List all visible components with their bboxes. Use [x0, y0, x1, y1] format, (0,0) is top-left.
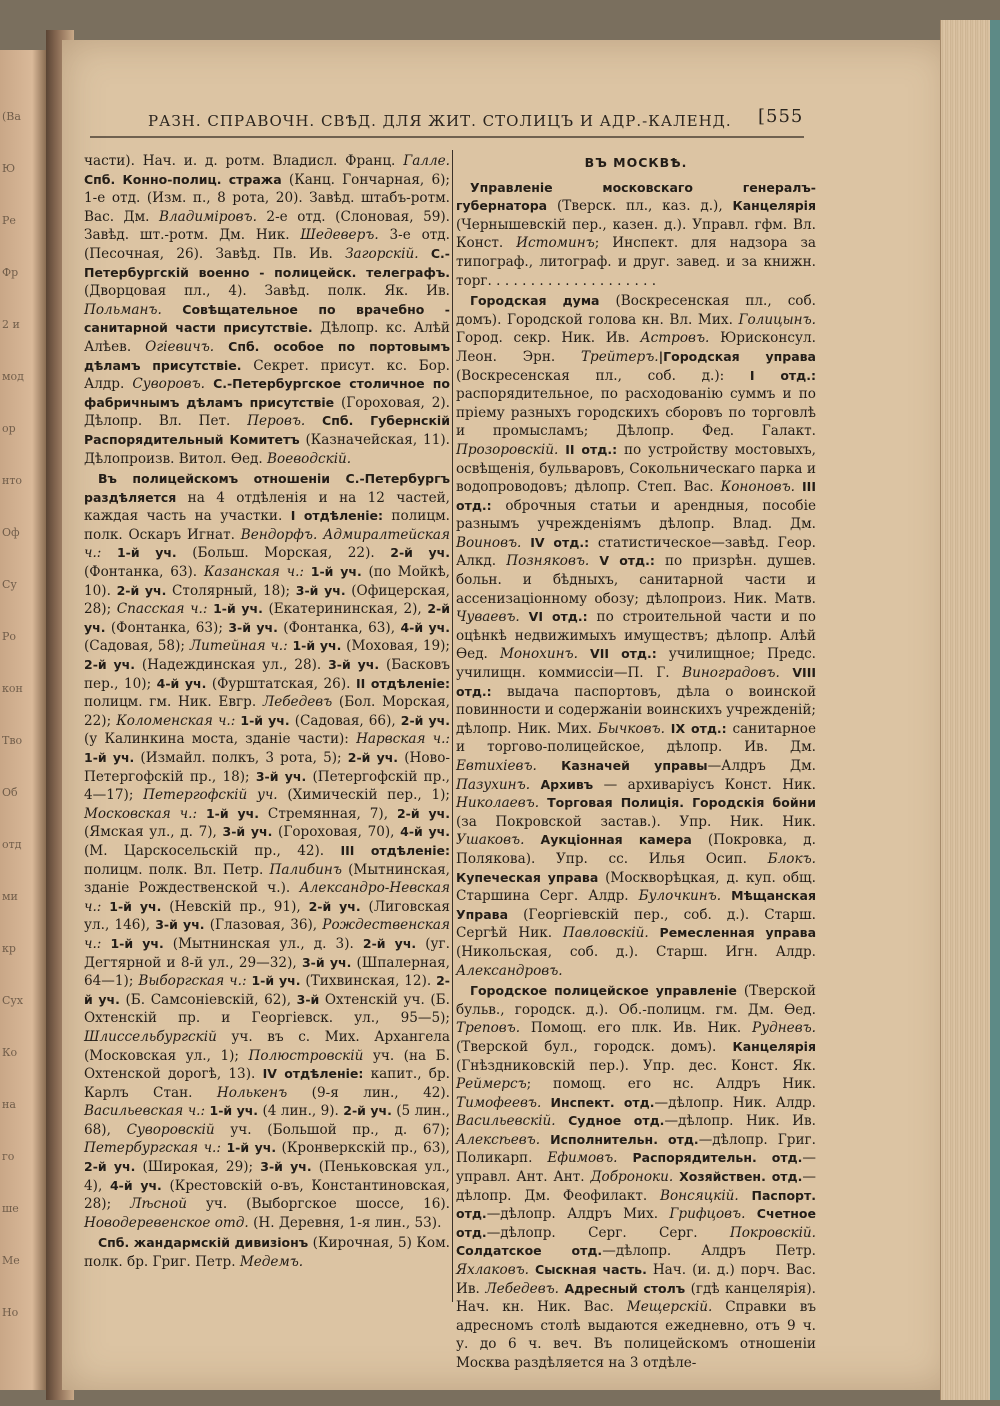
proper-name: Блокъ. — [767, 850, 816, 867]
entry-text: (Садовая, 58); — [84, 638, 190, 655]
proper-name: Чуваевъ. — [456, 609, 520, 626]
entry-heading: IV отдѣленіе: — [262, 1066, 364, 1082]
proper-name: Рождественская ч.: — [84, 917, 450, 952]
entry-text: Дѣлопр. кс. Алѣй Алѣев. — [84, 320, 450, 355]
entry-heading: Городская дума — [470, 293, 600, 309]
entry-heading: 1-й уч. — [207, 601, 263, 617]
entry-heading: 3-й уч. — [301, 954, 352, 970]
entry-text: (Измайл. полкъ, 3 рота, 5); — [134, 750, 348, 766]
entry-text: выдача паспортовъ, дѣла о воинской повинности и содержаніи воинскихъ учрежденій; дѣлопр. Ник. Мих. — [456, 683, 816, 737]
entry-heading: Управленіе московскаго генералъ-губернатора — [456, 179, 816, 214]
entry-text: по призрѣн. душев. больн. и бѣдныхъ, санитарной части и ассенизаціонному обозу; дѣлопроиз. Ник. Матв. — [456, 553, 816, 607]
facing-page-fragment: Су — [2, 578, 17, 591]
entry-text: (Пеньковская ул., 4), — [84, 1159, 450, 1194]
entry-heading: 1-й уч. — [101, 898, 162, 914]
proper-name: Кононовъ. — [720, 479, 795, 496]
entry-heading: 4-й уч. — [156, 675, 207, 691]
entry-text: (9-я лин., 42). — [287, 1084, 450, 1101]
entry-heading: 1-й уч. — [197, 805, 260, 821]
facing-page-fragment: нто — [2, 474, 23, 487]
entry-text: (Никольская, соб. д.). Старш. Игн. Алдр. — [456, 943, 816, 960]
entry-text: (гдѣ канцелярія). Нач. кн. Ник. Вас. — [456, 1280, 816, 1316]
entry-heading: III отдѣленіе: — [340, 842, 450, 858]
proper-name: Николаевъ. — [456, 795, 540, 812]
entry-heading: 2-й уч. — [362, 935, 417, 951]
entry-text: (Ново-Петергофскій пр., 18); — [84, 750, 450, 785]
proper-name: Грифцовъ. — [669, 1206, 746, 1223]
facing-page-fragment: ше — [2, 1202, 19, 1215]
entry-heading: 1-й уч. — [101, 545, 177, 561]
proper-name: Ефимовъ. — [547, 1150, 618, 1167]
proper-name: Реймерсъ — [456, 1076, 527, 1093]
facing-page-fragment: Ре — [2, 214, 16, 227]
proper-name: Московская ч.: — [84, 805, 198, 822]
entry-heading: Исполнительн. отд. — [540, 1131, 699, 1147]
proper-name: Евтихіевъ. — [456, 758, 537, 774]
running-title: РАЗН. СПРАВОЧН. СВѢД. ДЛЯ ЖИТ. СТОЛИЦЪ И АДР.-КАЛЕНД. — [148, 112, 732, 130]
entry-text: оброчныя статьи и арендныя, пособіе разнымъ учрежденіямъ дѣлопр. Влад. Дм. — [456, 497, 816, 533]
entry-text: (Георгіевскій пер., соб. д.). Старш. Сергѣй Ник. — [456, 906, 816, 942]
proper-name: Петергофскій уч. — [143, 787, 278, 804]
entry-text: (Офицерская, 28); — [84, 582, 451, 618]
proper-name: Алексѣевъ. — [456, 1131, 541, 1148]
entry-text: по устройству мостовыхъ, освѣщенія, бульваровъ, Сокольническаго парка и водопроводовъ; дѣлопр. Степ. Вас. — [456, 441, 816, 496]
entry-text: —дѣлопр. Серг. Серг. — [486, 1224, 730, 1241]
proper-name: Вонсяцкій. — [659, 1187, 739, 1204]
facing-page-fragment: ми — [2, 890, 18, 903]
entry-text: полицм. полк. Оскаръ Игнат. — [84, 508, 450, 543]
proper-name: Огіевичъ. — [145, 338, 215, 355]
proper-name: Польманъ. — [84, 301, 162, 318]
entry-text: —управл. Ант. Ант. — [456, 1150, 816, 1186]
facing-page-fragment: на — [2, 1098, 16, 1111]
entry-text: уч. (Выборгское шоссе, 16). — [186, 1196, 450, 1213]
proper-name: Воеводскій. — [267, 450, 352, 467]
entry-text: (Тихвинская, 12). — [300, 973, 437, 990]
entry-text: (Б. Самсоніевскій, 62), — [119, 991, 297, 1008]
left-column — [84, 152, 450, 1302]
entry-heading: VII отд.: — [577, 646, 657, 662]
entry-text: распорядительное, по расходованію суммъ и по пріему разныхъ городскихъ сборовъ по торговлѣ и промысламъ; Дѣлопр. Фед. Галакт. — [456, 386, 816, 440]
proper-name: Васильевскій. — [456, 1113, 556, 1130]
proper-name: Петербургская ч.: — [84, 1140, 221, 1157]
proper-name: Мещерскій. — [626, 1299, 713, 1316]
entry-text: полицм. гм. Ник. Евгр. — [84, 694, 263, 711]
entry-text: (Надеждинская ул., 28). — [135, 657, 329, 674]
column-divider — [452, 150, 453, 1302]
proper-name: Монохинъ. — [499, 646, 578, 663]
entry-heading: Распорядительн. отд. — [617, 1150, 803, 1166]
proper-name: Загорскій. — [345, 245, 419, 262]
entry-text: уч. (на Б. Охтенской дорогѣ, 13). — [84, 1047, 450, 1083]
entry-heading: 4-й уч. — [400, 619, 450, 635]
facing-page-fragment: Тво — [2, 734, 23, 747]
entry-text: (4 лин., 9). — [258, 1103, 344, 1120]
entry-text: (Кронверкскій пр., 63), — [276, 1140, 450, 1157]
entry-heading: 3-й уч. — [155, 917, 205, 933]
entry-heading: IV отд.: — [521, 534, 590, 550]
entry-text: (Тверской бул., городск. домъ). — [456, 1038, 733, 1055]
facing-page-fragment: Оф — [2, 526, 20, 539]
entry-text: (Тверск. пл., каз. д.), — [547, 198, 733, 215]
entry-text: Юрисконсул. Леон. Эрн. — [456, 330, 816, 365]
entry-heading: V отд.: — [589, 553, 655, 569]
proper-name: Владиміровъ. — [159, 208, 257, 225]
paragraph — [84, 470, 450, 1232]
facing-page-fragment: кон — [2, 682, 23, 695]
entry-heading: Спб. особое по портовымъ дѣламъ присутствіе. — [84, 338, 450, 373]
entry-heading: 1-й уч. — [84, 750, 135, 765]
proper-name: Яхлаковъ. — [456, 1262, 530, 1279]
entry-heading: I отдѣленіе: — [290, 508, 383, 524]
entry-text: (Лиговская ул., 146), — [84, 898, 450, 934]
entry-text: (Казначейская, 11). Дѣлопроизв. Витол. Ѳед. — [84, 431, 450, 467]
right-column-body — [456, 179, 816, 1373]
entry-text: (у Калинкина моста, зданіе части): — [84, 731, 357, 748]
proper-name: Нолькенъ — [216, 1084, 288, 1101]
section-title: ВЪ МОСКВѢ. — [584, 155, 688, 170]
entry-text: (Крестовскій о-въ, Константиновская, 28); — [84, 1177, 450, 1213]
entry-text: (5 лин., 68), — [84, 1103, 450, 1138]
entry-heading: 1-й уч. — [246, 973, 301, 989]
entry-text: (Чернышевскій пер., казен. д.). Управл. гфм. Вл. Конст. — [456, 216, 816, 252]
entry-text: (Петергофскій пр., 4—17); — [84, 768, 450, 804]
entry-text: Город. секр. Ник. Ив. — [456, 330, 641, 347]
entry-text: по строительной части и по оцѣнкѣ недвижимыхъ имуществъ; дѣлопр. Алѣй Ѳед. — [456, 609, 816, 663]
entry-text: ; Инспект. для надзора за типограф., литограф. и друг. завед. и за книжн. торг. . . . . . . . . . . . . . . . . . . . — [456, 235, 816, 289]
entry-heading: Торговая Полиція. Городскія бойни — [539, 795, 816, 811]
entry-text: —дѣлопр. Григ. Поликарп. — [456, 1131, 816, 1167]
proper-name: Пазухинъ. — [456, 776, 531, 793]
proper-name: Воиновъ. — [456, 534, 522, 551]
entry-heading: 2-й уч. — [396, 805, 450, 821]
proper-name: Рудневъ. — [752, 1020, 816, 1037]
entry-heading: 3-й уч. — [255, 768, 307, 784]
entry-text: капит., бр. Карлъ Стан. — [84, 1066, 450, 1101]
entry-heading: С.-Петербургскій военно - полицейск. телеграфъ. — [84, 245, 450, 280]
entry-text: (Невскій пр., 91), — [161, 898, 309, 915]
entry-heading: Канцелярія — [732, 1038, 816, 1054]
entry-text: (М. Царскосельскій пр., 42). — [84, 842, 341, 859]
entry-text: 2-е отд. (Слоновая, 59). Завѣд. шт.-ротм. Дм. Ник. — [84, 208, 450, 244]
cover-edge — [990, 20, 1000, 1400]
proper-name: Перовъ. — [247, 413, 306, 430]
proper-name: Литейная ч.: — [189, 638, 288, 655]
entry-text: (Гороховая, 2). Дѣлопр. Вл. Пет. — [84, 394, 450, 430]
entry-heading: 1-й уч. — [303, 564, 362, 580]
entry-text: (Фурштатская, 26). — [206, 675, 356, 692]
entry-heading: III отд.: — [456, 479, 816, 513]
entry-heading: Паспорт. отд. — [456, 1187, 817, 1222]
entry-text: (за Покровской застав.). Упр. Ник. Ник. — [456, 813, 816, 830]
proper-name: Лѣсной — [130, 1196, 187, 1213]
entry-heading: Спб. жандармскій дивизіонъ — [98, 1235, 309, 1251]
facing-page-fragment: Но — [2, 1306, 19, 1319]
entry-text: (Фонтанка, 63), — [277, 619, 401, 636]
proper-name: Васильевская ч.: — [84, 1103, 206, 1120]
entry-text: (Тверской бульв., городск. д.). Об.-полицм. гм. Дм. Ѳед. — [456, 983, 816, 1018]
entry-text: (Химическій пер., 1); — [277, 787, 450, 804]
entry-heading: 2-й уч. — [84, 657, 136, 673]
entry-text: (Шпалерная, 64—1); — [84, 954, 450, 990]
entry-heading: 3-й уч. — [260, 1159, 312, 1175]
entry-heading: 1-й уч. — [205, 1103, 259, 1119]
entry-text: (Бол. Морская, 22); — [84, 694, 450, 729]
entry-heading: Мѣщанская Управа — [456, 888, 817, 922]
entry-heading: II отдѣленіе: — [355, 675, 450, 691]
facing-page-fragment: Ко — [2, 1046, 18, 1059]
facing-page-edge — [0, 50, 46, 1390]
entry-text: (Гороховая, 70), — [272, 824, 401, 841]
proper-name: Покровскій. — [729, 1224, 816, 1241]
entry-heading: 2-й уч. — [84, 601, 451, 635]
entry-heading: |Городская управа — [658, 348, 816, 364]
paragraph — [84, 1234, 450, 1271]
entry-heading: 4-й уч. — [400, 824, 450, 840]
entry-text: —дѣлопр. Алдръ Мих. — [486, 1206, 670, 1223]
proper-name: Бычковъ. — [597, 720, 665, 737]
entry-heading: 1-й уч. — [101, 935, 164, 951]
entry-heading: Казначей управы — [536, 758, 708, 773]
proper-name: Треповъ. — [456, 1020, 521, 1037]
facing-page-fragment: Фр — [2, 266, 19, 279]
right-column — [456, 152, 817, 1371]
entry-heading: Купеческая управа — [456, 869, 599, 885]
entry-heading: Судное отд. — [555, 1113, 665, 1129]
proper-name: Доброноки. — [590, 1169, 674, 1186]
facing-page-fragment: го — [2, 1150, 15, 1163]
entry-text: (Воскресенская пл., соб. домъ). Городской голова кн. Вл. Мих. — [456, 293, 816, 328]
proper-name: Булочкинъ. — [638, 888, 722, 905]
entry-heading: Солдатское отд. — [456, 1243, 603, 1259]
entry-text: (Гнѣздниковскій пер.). Упр. дес. Конст. Як. — [456, 1057, 816, 1074]
entry-heading: 3-й уч. — [295, 582, 346, 598]
entry-text: Нач. (и. д.) порч. Вас. Ив. — [456, 1262, 816, 1297]
entry-heading: 3-й уч. — [328, 657, 380, 673]
proper-name: Позняковъ. — [506, 553, 590, 570]
entry-heading: 2-й уч. — [116, 582, 167, 598]
facing-page-fragment: ор — [2, 422, 16, 435]
entry-text: —дѣлопр. Ник. Ив. — [664, 1113, 816, 1130]
entry-text: уч. въ с. Мих. Архангела (Московская ул., 1); — [84, 1028, 450, 1064]
entry-heading: 2-й уч. — [308, 898, 361, 914]
entry-text: (Больш. Морская, 22). — [176, 545, 391, 562]
proper-name: Александро-Невская ч.: — [84, 880, 450, 915]
entry-heading: 3-й уч. — [222, 824, 273, 840]
entry-text: (Глазовая, 36), — [204, 917, 323, 934]
proper-name: Астровъ. — [640, 330, 710, 347]
entry-text: (Ямская ул., д. 7), — [84, 824, 223, 841]
facing-page-fragment: отд — [2, 838, 22, 851]
entry-text: Охтенскій уч. (Б. Охтенскій пр. и Георгіевск. ул., 95—5); — [84, 991, 450, 1027]
facing-page-fragment: Ро — [2, 630, 17, 643]
entry-text: Столярный, 18); — [166, 582, 296, 599]
facing-page-fragment: Ю — [2, 162, 16, 175]
proper-name: Суворовъ. — [132, 376, 205, 393]
entry-heading: Архивъ — [530, 776, 594, 792]
facing-page-fragment: кр — [2, 942, 16, 955]
entry-heading: Канцелярія — [732, 198, 816, 214]
paragraph — [456, 179, 816, 291]
entry-text: —дѣлопр. Ник. Алдр. — [654, 1094, 816, 1111]
entry-text: (Воскресенская пл., соб. д.): — [456, 367, 750, 384]
entry-text: (Мытнинская ул., д. 3). — [163, 935, 363, 952]
entry-heading: Въ полицейскомъ отношеніи С.-Петербургъ раздѣляется — [84, 471, 450, 505]
entry-heading: 1-й уч. — [287, 638, 342, 654]
entry-text: (по Мойкѣ, 10). — [84, 564, 450, 599]
entry-text: (Садовая, 66), — [289, 712, 401, 729]
proper-name: Голицынъ. — [738, 311, 816, 328]
proper-name: Павловскій. — [562, 925, 649, 942]
entry-heading: VI отд.: — [519, 609, 588, 625]
entry-heading: 1-й уч. — [235, 712, 290, 728]
entry-text: (Кирочная, 5) Ком. полк. бр. Григ. Петр. — [84, 1235, 450, 1271]
entry-text: (Дворцовая пл., 4). Завѣд. полк. Як. Ив. — [84, 283, 450, 300]
entry-heading: Аукціонная камера — [524, 832, 692, 848]
entry-text: (Мытнинская, зданіе Рождественской ч.). — [84, 861, 450, 897]
entry-heading: Совѣщательное по врачебно - санитарной части присутствіе. — [84, 301, 450, 336]
proper-name: Лебедевъ — [262, 694, 333, 711]
facing-page-fragment: Сух — [2, 994, 24, 1007]
entry-heading: IX отд.: — [664, 720, 727, 736]
proper-name: Коломенская ч.: — [116, 712, 236, 729]
entry-text: на 4 отдѣленія и на 12 частей, каждая часть на участки. — [84, 489, 450, 525]
proper-name: Александровъ. — [456, 962, 563, 979]
paragraph — [84, 152, 450, 468]
entry-text: санитарное и торгово-полицейское, дѣлопр. Ив. Дм. — [456, 720, 816, 756]
entry-text: уч. (Большой пр., д. 67); — [214, 1121, 450, 1138]
proper-name: Трейтеръ. — [580, 348, 659, 365]
entry-heading: 3-й уч. — [228, 619, 278, 635]
entry-heading: 2-й уч. — [84, 1159, 136, 1175]
facing-page-fragment: мод — [2, 370, 24, 383]
entry-text: (Басковъ пер., 10); — [84, 657, 450, 692]
proper-name: Лебедевъ. — [485, 1280, 559, 1297]
proper-name: Истоминъ — [516, 235, 595, 252]
proper-name: Виноградовъ. — [682, 665, 780, 682]
entry-text: (Фонтанка, 63); — [105, 619, 229, 636]
entry-heading: 2-й уч. — [390, 545, 450, 561]
entry-text: училищное; Предс. училищн. коммиссіи—П. Г. — [456, 646, 817, 682]
proper-name: Прозоровскій. — [456, 441, 559, 458]
facing-page-fragment: Ме — [2, 1254, 20, 1267]
entry-text: Помощ. его плк. Ив. Ник. — [520, 1020, 753, 1037]
proper-name: Медемъ. — [239, 1254, 304, 1271]
entry-heading: Инспект. отд. — [541, 1094, 655, 1110]
entry-heading: 4-й уч. — [109, 1177, 162, 1193]
proper-name: Тимофеевъ. — [456, 1094, 542, 1111]
entry-text: (Канц. Гончарная, 6); 1-е отд. (Изм. п., 8 рота, 20). Завѣд. штабъ-ротм. Вас. Дм. — [84, 171, 450, 225]
entry-text: —дѣлопр. Алдръ Петр. — [602, 1243, 816, 1260]
proper-name: Галле. — [403, 153, 450, 169]
entry-heading: 2-й уч. — [347, 750, 399, 765]
entry-heading: Сыскная часть. — [529, 1262, 647, 1278]
proper-name: Нарвская ч.: — [356, 731, 450, 748]
entry-heading: Адресный столъ — [559, 1280, 686, 1296]
entry-heading: VIII отд.: — [456, 665, 816, 699]
entry-heading: Ремесленная управа — [648, 925, 817, 941]
header-wavy-rule — [90, 128, 808, 146]
entry-heading: Спб. Конно-полиц. стража — [84, 171, 282, 187]
entry-text: — дѣлопр. Дм. Феофилакт. — [456, 1169, 816, 1204]
entry-text: полицм. полк. Вл. Петр. — [84, 861, 270, 878]
entry-heading: II отд.: — [558, 441, 618, 457]
entry-text: Стремянная, 7), — [259, 805, 397, 822]
proper-name: Вендорфъ. Адмиралтейская ч.: — [84, 526, 450, 562]
entry-text: (Моховая, 19); — [341, 638, 450, 655]
entry-text: Секрет. присут. кс. Бор. Алдр. — [84, 357, 450, 393]
entry-heading: С.-Петербургское столичное по фабричнымъ дѣламъ присутствіе — [84, 376, 450, 410]
facing-page-fragment: (Ва — [2, 110, 21, 123]
proper-name: Новодеревенское отд. — [84, 1214, 249, 1231]
entry-heading: 2-й уч. — [84, 973, 450, 1007]
entry-text: ; помощ. его нс. Алдръ Ник. — [526, 1076, 816, 1093]
paragraph — [456, 292, 816, 980]
proper-name: Суворовскій — [126, 1121, 215, 1138]
entry-text: —Алдръ Дм. — [707, 758, 817, 774]
entry-heading: Хозяйствен. отд. — [673, 1169, 803, 1185]
proper-name: Ушаковъ. — [456, 832, 525, 849]
proper-name: Полюстровскій — [248, 1047, 364, 1064]
entry-text: (Широкая, 29); — [135, 1159, 261, 1176]
entry-heading: Городское полицейское управленіе — [470, 983, 737, 999]
entry-text: — архиваріусъ Конст. Ник. — [593, 776, 816, 793]
proper-name: Спасская ч.: — [116, 601, 208, 618]
entry-heading: I отд.: — [749, 367, 816, 383]
entry-text: (Н. Деревня, 1-я лин., 53). — [248, 1214, 442, 1231]
proper-name: Выборгская ч.: — [138, 973, 247, 990]
entry-text: (уг. Дегтярной и 8-й ул., 29—32), — [84, 935, 451, 971]
entry-text: Справки въ адресномъ столѣ выдаются ежедневно, отъ 9 ч. у. до 6 ч. веч. Въ полицейскомъ отношеніи Москва раздѣляется на 3 отдѣле- — [456, 1299, 816, 1371]
entry-heading: 2-й уч. — [400, 712, 450, 728]
entry-text: (Покровка, д. Полякова). Упр. сс. Илья Осип. — [456, 832, 816, 867]
facing-page-fragment: Об — [2, 786, 18, 799]
entry-heading: 1-й уч. — [220, 1140, 277, 1156]
proper-name: Казанская ч.: — [203, 564, 304, 581]
proper-name: Шедеверъ. — [300, 227, 379, 244]
entry-text: части). Нач. и. д. ротм. Владисл. Франц. — [84, 153, 404, 169]
entry-heading: Спб. Губернскій Распорядительный Комитетъ — [84, 413, 450, 447]
proper-name: Шлиссельбургскій — [84, 1028, 217, 1045]
entry-text: статистическое—завѣд. Геор. Алкд. — [456, 534, 816, 570]
paragraph — [456, 982, 816, 1372]
entry-text: (Москворѣцкая, д. куп. общ. Старшина Серг. Алдр. — [456, 869, 817, 905]
facing-page-fragment: 2 и — [2, 318, 20, 331]
page-number: [555 — [758, 106, 804, 127]
entry-text: 3-е отд. (Песочная, 26). Завѣд. Пв. Ив. — [84, 227, 450, 262]
entry-text: (Фонтанка, 63). — [84, 564, 204, 581]
entry-text: (Екатерининская, 2), — [262, 601, 428, 618]
entry-heading: Счетное отд. — [456, 1206, 816, 1240]
proper-name: Палибинъ — [269, 861, 342, 878]
entry-heading: 2-й уч. — [343, 1103, 392, 1119]
entry-heading: 3-й — [296, 991, 320, 1007]
